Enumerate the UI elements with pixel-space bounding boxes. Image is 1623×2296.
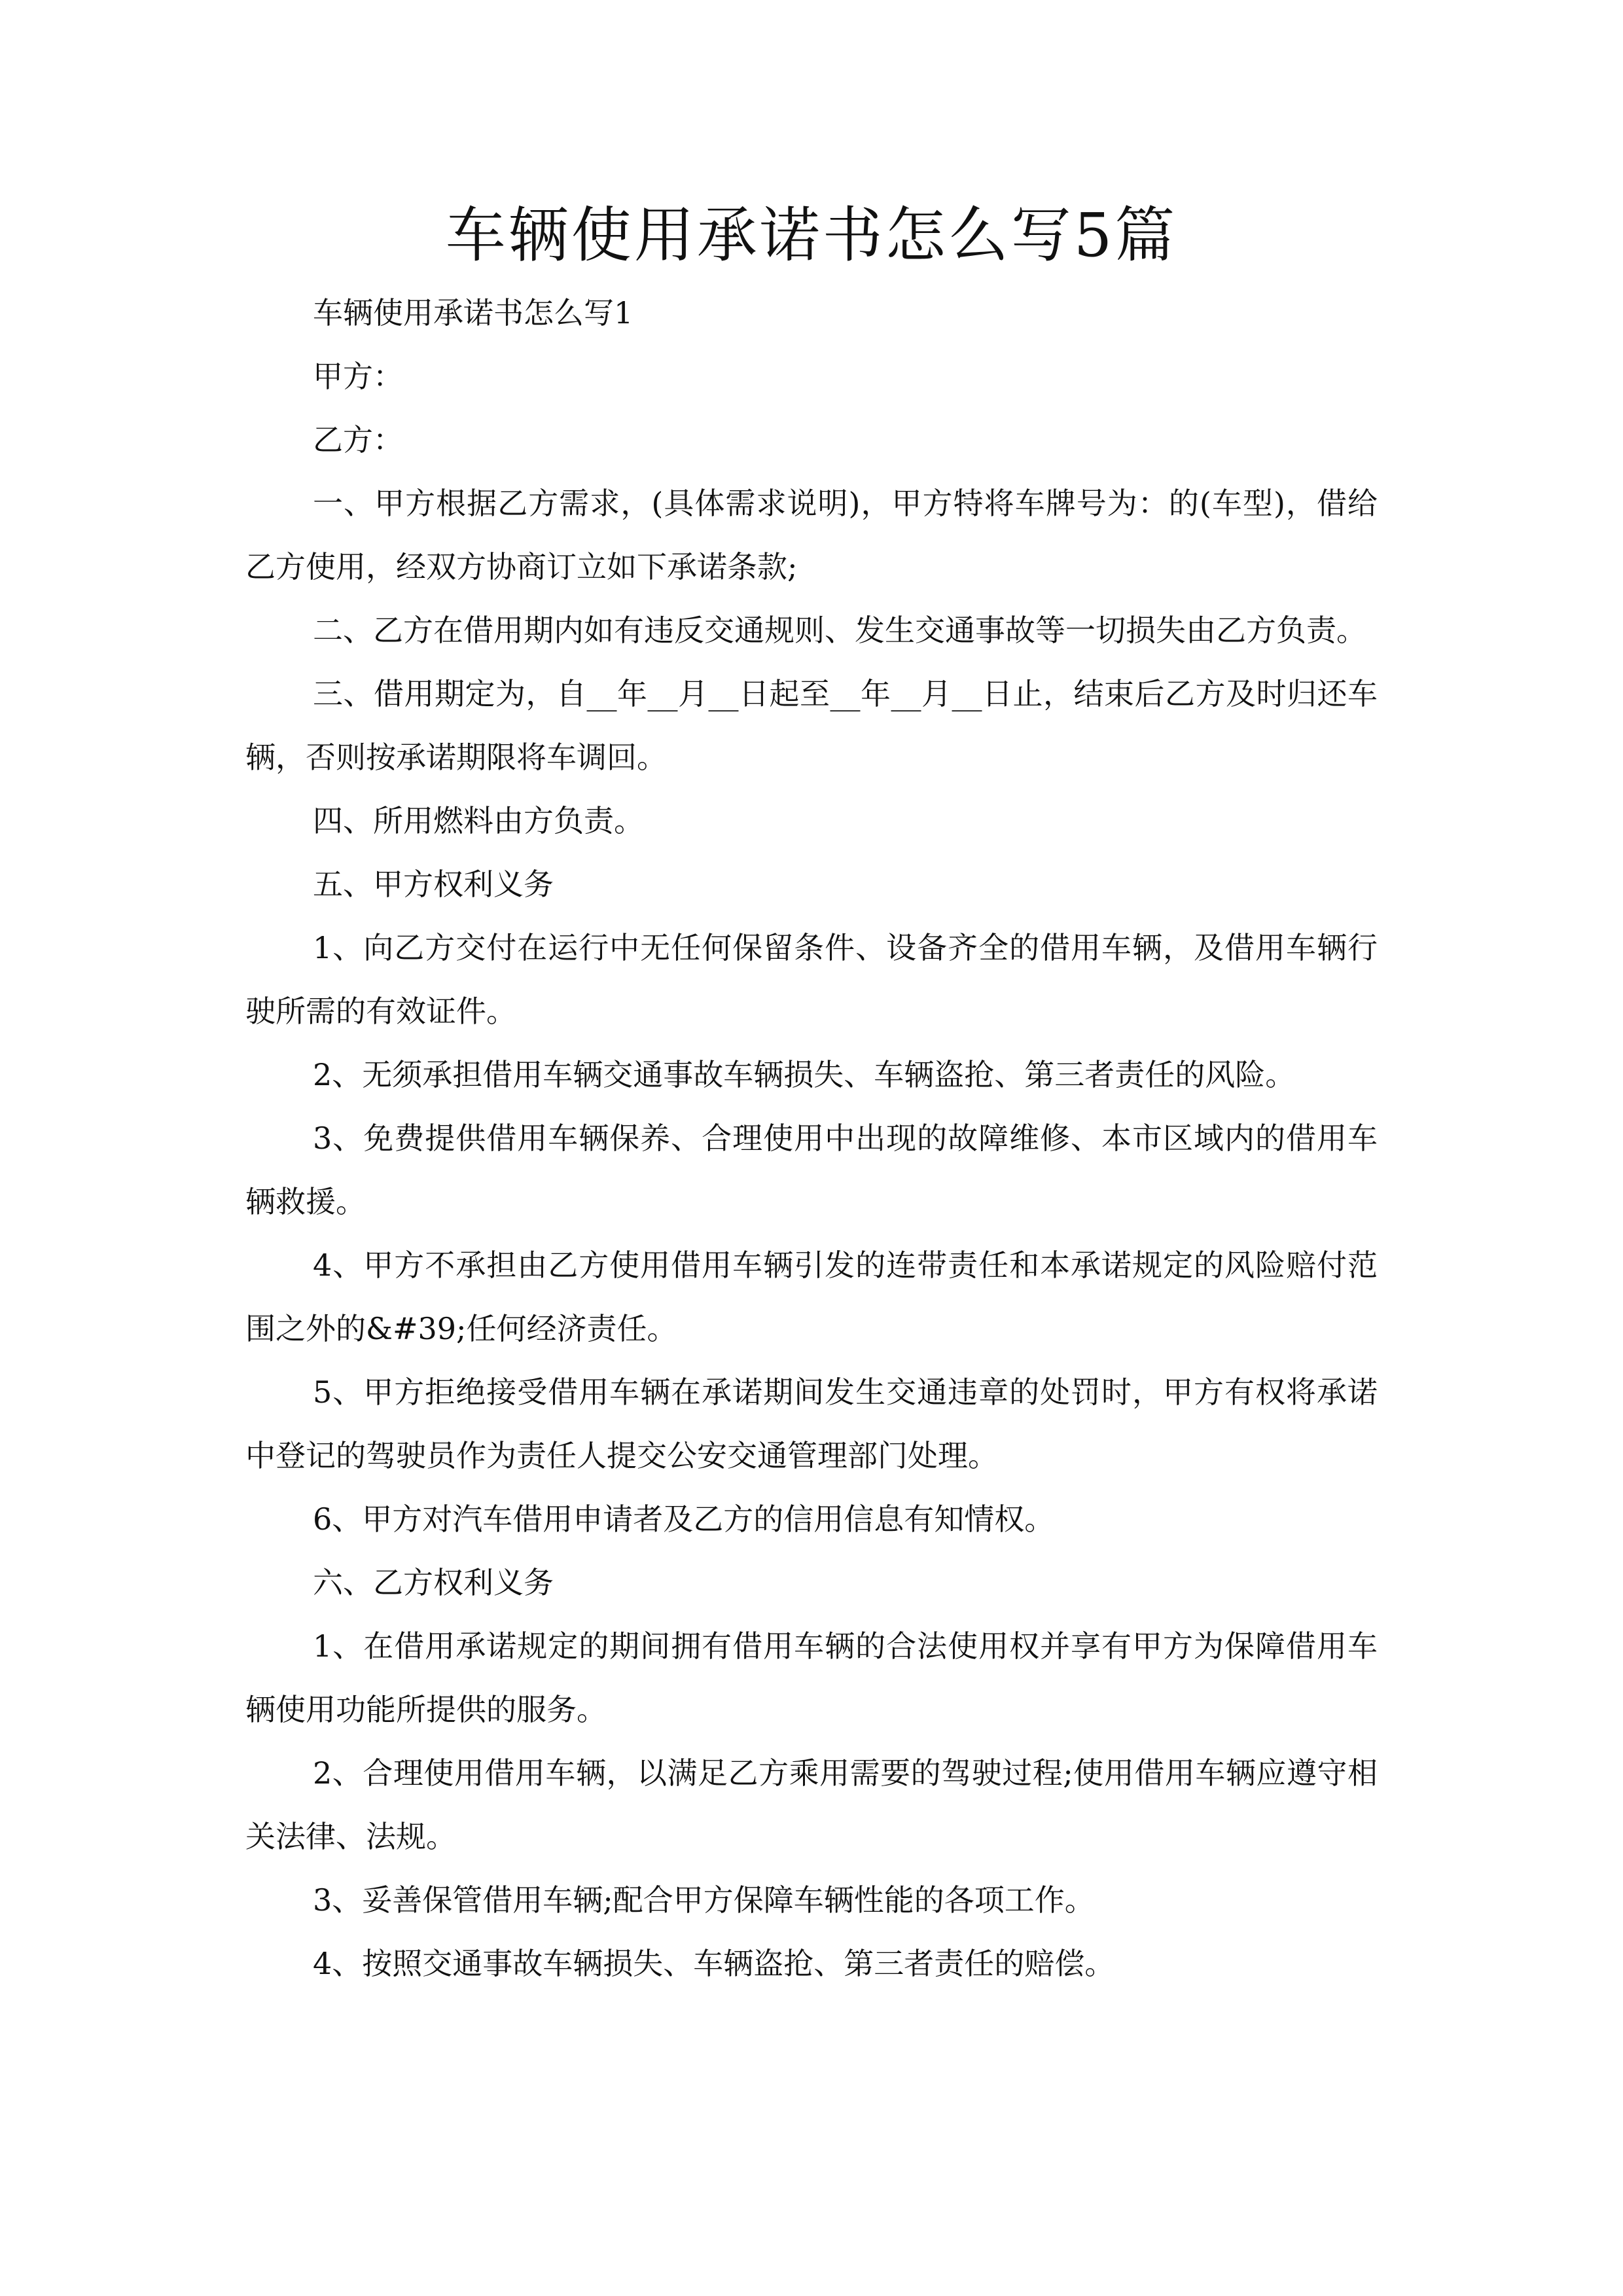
section-5-item-2: 2、无须承担借用车辆交通事故车辆损失、车辆盗抢、第三者责任的风险。 xyxy=(313,1057,1296,1092)
document-body xyxy=(245,281,1378,1996)
party-a-line: 甲方： xyxy=(313,359,403,394)
section-6-item-1: 1、在借用承诺规定的期间拥有借用车辆的合法使用权并享有甲方为保障借用车辆使用功能所提供的服务。 xyxy=(245,1628,1378,1727)
party-b-line: 乙方： xyxy=(313,422,403,457)
section-6-item-3: 3、妥善保管借用车辆;配合甲方保障车辆性能的各项工作。 xyxy=(313,1882,1095,1918)
clause-3-paragraph: 三、借用期定为，自__年__月__日起至__年__月__日止，结束后乙方及时归还车辆，否则按承诺期限将车调回。 xyxy=(245,676,1378,775)
clause-2-paragraph: 二、乙方在借用期内如有违反交通规则、发生交通事故等一切损失由乙方负责。 xyxy=(313,613,1366,648)
section-6-item-4: 4、按照交通事故车辆损失、车辆盗抢、第三者责任的赔偿。 xyxy=(313,1946,1115,1981)
section-5-item-6: 6、甲方对汽车借用申请者及乙方的信用信息有知情权。 xyxy=(313,1501,1055,1537)
section-5-item-3: 3、免费提供借用车辆保养、合理使用中出现的故障维修、本市区域内的借用车辆救援。 xyxy=(245,1121,1378,1219)
subtitle-paragraph: 车辆使用承诺书怎么写1 xyxy=(313,295,633,331)
clause-1-paragraph: 一、甲方根据乙方需求，(具体需求说明)，甲方特将车牌号为：的(车型)，借给乙方使用，经双方协商订立如下承诺条款; xyxy=(245,486,1378,584)
section-5-heading: 五、甲方权利义务 xyxy=(313,867,554,902)
clause-4-paragraph: 四、所用燃料由方负责。 xyxy=(313,803,644,838)
section-5-item-5: 5、甲方拒绝接受借用车辆在承诺期间发生交通违章的处罚时，甲方有权将承诺中登记的驾驶员作为责任人提交公安交通管理部门处理。 xyxy=(245,1374,1378,1473)
document-title: 车辆使用承诺书怎么写5篇 xyxy=(445,200,1178,270)
section-5-item-4: 4、甲方不承担由乙方使用借用车辆引发的连带责任和本承诺规定的风险赔付范围之外的&#39;任何经济责任。 xyxy=(245,1247,1378,1346)
section-6-heading: 六、乙方权利义务 xyxy=(313,1565,554,1600)
section-5-item-1: 1、向乙方交付在运行中无任何保留条件、设备齐全的借用车辆，及借用车辆行驶所需的有效证件。 xyxy=(245,930,1378,1029)
section-6-item-2: 2、合理使用借用车辆，以满足乙方乘用需要的驾驶过程;使用借用车辆应遵守相关法律、法规。 xyxy=(245,1755,1378,1854)
